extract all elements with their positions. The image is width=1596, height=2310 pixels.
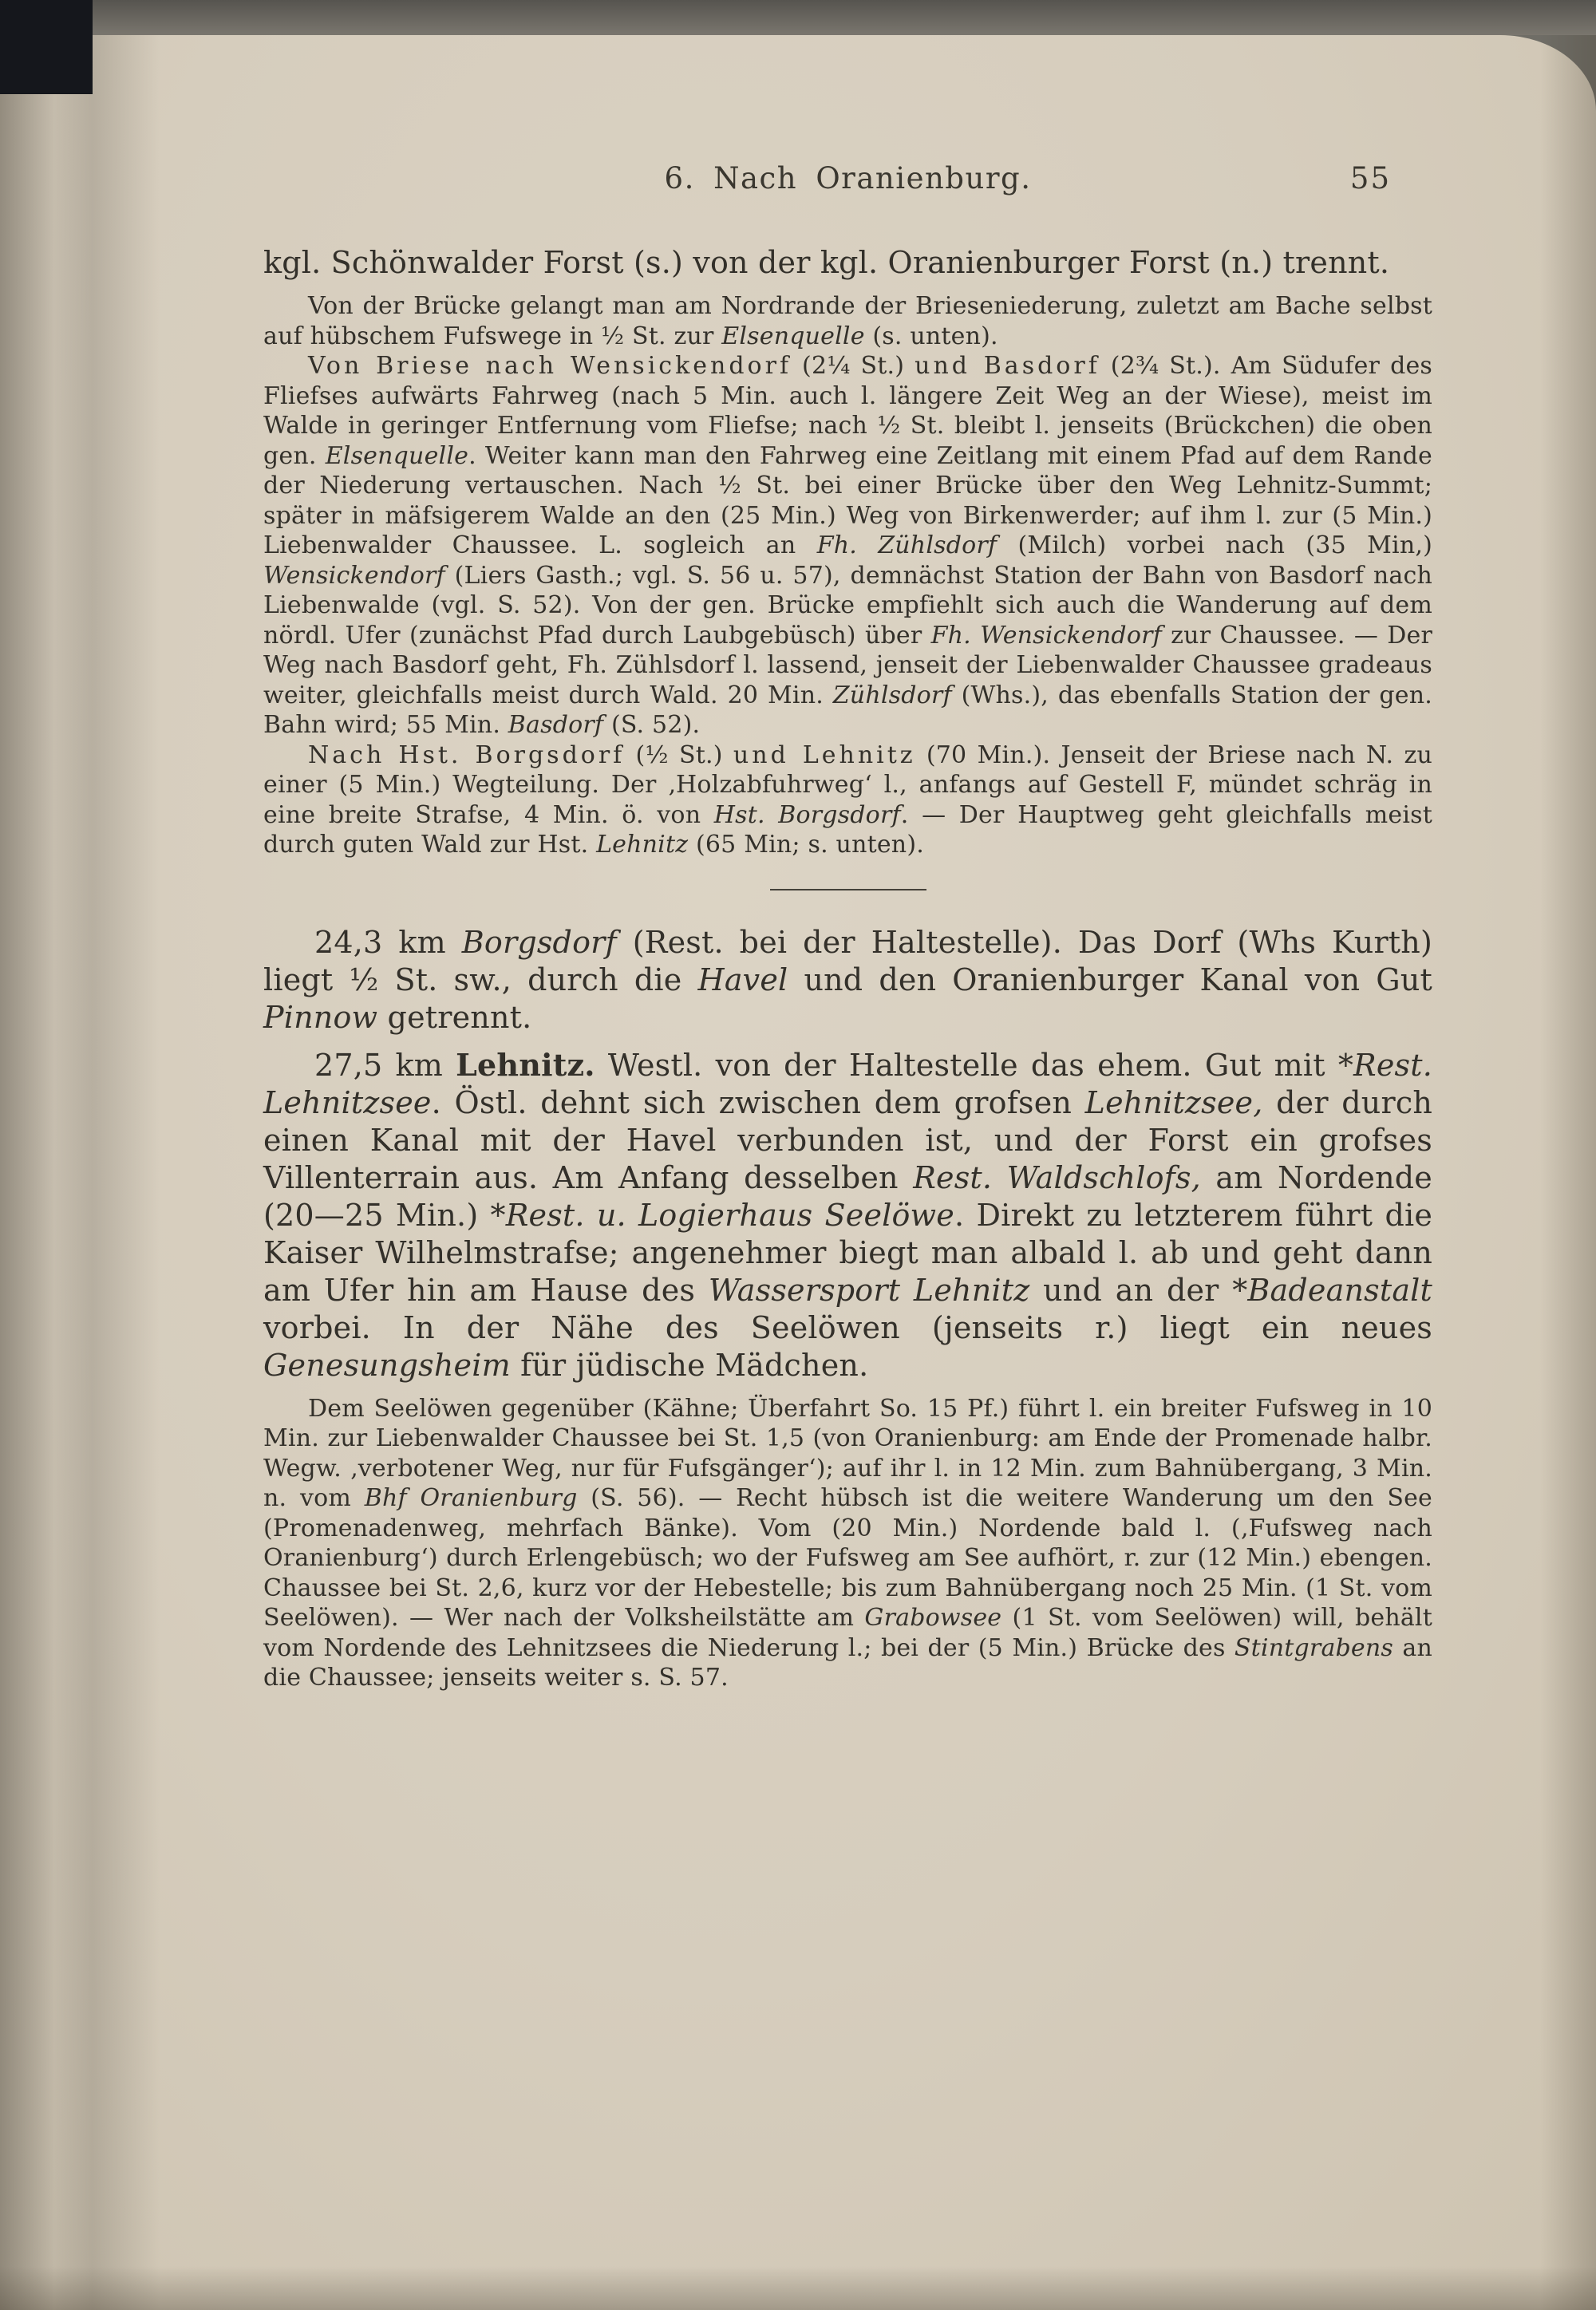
text-run: an die Chaussee; jenseits weiter s. S. 57. [263, 1633, 1432, 1692]
page-bottom-edge-shadow [0, 2266, 1596, 2310]
text-run: Grabowsee [864, 1604, 1002, 1632]
text-run: Stintgrabens [1234, 1633, 1394, 1662]
text-run: Rest. Lehnitzsee [263, 1047, 1432, 1120]
text-run: Zühlsdorf [832, 681, 952, 709]
text-run: . Direkt zu letzterem führt die Kaiser Wilhelmstrafse; angenehmer biegt man albald l. ab und geht dann am Ufer hin am Hause des [263, 1197, 1433, 1308]
text-run: Lehnitzsee, [1084, 1084, 1263, 1120]
text-run: Bhf Oranienburg [364, 1484, 578, 1512]
paragraph [263, 924, 1432, 1037]
paragraph [263, 740, 1432, 860]
text-run: Havel [697, 962, 788, 997]
text-run: zur Chaussee. — Der Weg nach Basdorf geht, Fh. Zühlsdorf l. lassend, jenseit der Liebenwalder Chaussee gradeaus weiter, gleichfalls meist durch Wald. 20 Min. [263, 621, 1432, 709]
text-run: am Nordende (20—25 Min.) * [263, 1159, 1432, 1233]
paragraph [263, 351, 1432, 740]
paragraph [263, 291, 1432, 351]
text-run: (70 Min.). Jenseit der Briese nach N. zu einer (5 Min.) Wegteilung. Der ‚Holzabfuhrweg‘ l., anfangs auf Gestell F, mündet schräg in eine breite Strafse, 4 Min. ö. von [263, 740, 1432, 829]
text-run: und Lehnitz [733, 740, 916, 769]
text-run: 27,5 km [314, 1047, 456, 1083]
text-run: Fh. Wensickendorf [930, 621, 1162, 650]
text-block [263, 244, 1432, 1693]
text-run: . Östl. dehnt sich zwischen dem grofsen [431, 1084, 1085, 1120]
text-run: (Whs.), das ebenfalls Station der gen. Bahn wird; 55 Min. [263, 681, 1432, 739]
text-run: Hst. Borgsdorf [713, 800, 901, 829]
text-run: (S. 56). — Recht hübsch ist die weitere Wanderung um den See (Promenadenweg, mehrfach Bänke). Vom (20 Min.) Nordende bald l. (‚Fufsweg nach Oranienburg‘) durch Erlengebüsch; wo der Fufsweg am See aufhört, r. zur (12 Min.) ebengen. Chaussee bei St. 2,6, kurz vor der Hebestelle; bis zum Bahnübergang noch 25 Min. (1 St. vom Seelöwen). — Wer nach der Volksheilstätte am [263, 1484, 1433, 1632]
text-run: . — Der Hauptweg geht gleichfalls meist durch guten Wald zur Hst. [263, 800, 1432, 859]
text-run: Dem Seelöwen gegenüber (Kähne; Überfahrt So. 15 Pf.) führt l. ein breiter Fufsweg in 10 Min. zur Liebenwalder Chaussee bei St. 1,5 (von Oranienburg: am Ende der Promenade halbr. Wegw. ‚verbotener Weg, nur für Fufsgänger‘); auf ihr l. in 12 Min. zum Bahnübergang, 3 Min. n. vom [263, 1394, 1432, 1512]
text-run: Von der Brücke gelangt man am Nordrande der Brieseniederung, zuletzt am Bache selbst auf hübschem Fufswege in ½ St. zur [263, 292, 1432, 350]
text-run: Westl. von der Haltestelle das ehem. Gut mit * [595, 1047, 1354, 1083]
text-run: getrennt. [377, 999, 532, 1035]
text-run: (Liers Gasth.; vgl. S. 56 u. 57), demnächst Station der Bahn von Basdorf nach Liebenwalde (vgl. S. 52). Von der gen. Brücke empfiehlt sich auch die Wanderung auf dem nördl. Ufer (zunächst Pfad durch Laubgebüsch) über [263, 561, 1432, 650]
text-run: Von Briese nach Wensickendorf [308, 352, 792, 380]
text-run: Basdorf [508, 711, 604, 739]
text-run: (65 Min; s. unten). [688, 831, 924, 859]
page-number: 55 [1349, 161, 1391, 195]
section-divider [770, 889, 926, 890]
text-run: Elsenquelle [721, 322, 865, 350]
text-run: (1 St. vom Seelöwen) will, behält vom Nordende des Lehnitzsees die Niederung l.; bei der (5 Min.) Brücke des [263, 1604, 1432, 1662]
text-run: (S. 52). [603, 711, 701, 739]
paragraph [263, 1046, 1432, 1384]
text-run: vorbei. In der Nähe des Seelöwen (jenseits r.) liegt ein neues [263, 1309, 1432, 1345]
text-run: der durch einen Kanal mit der Havel verbunden ist, und der Forst ein grofses Villenterrain aus. Am Anfang desselben [263, 1084, 1432, 1195]
text-run: (Milch) vorbei nach (35 Min,) [997, 531, 1433, 559]
text-run: (2¼ St.) [792, 352, 915, 380]
text-run: für jüdische Mädchen. [510, 1347, 869, 1383]
binding-corner [0, 0, 93, 94]
page-right-edge-shadow [1540, 35, 1596, 2310]
text-run: und Basdorf [915, 352, 1100, 380]
binding-gutter-shadow [0, 35, 160, 2310]
text-run: Rest. u. Logierhaus Seelöwe [505, 1197, 954, 1233]
text-run: Wassersport Lehnitz [708, 1272, 1030, 1308]
text-run: Nach Hst. Borgsdorf [308, 740, 626, 769]
text-run: Borgsdorf [461, 924, 617, 960]
book-page [0, 35, 1596, 2310]
text-column [263, 161, 1432, 1693]
text-run: Genesungsheim [263, 1347, 511, 1383]
text-run: (½ St.) [625, 740, 733, 769]
paragraph [263, 244, 1432, 282]
text-run: und den Oranienburger Kanal von Gut [788, 962, 1433, 997]
text-run: . Weiter kann man den Fahrweg eine Zeitlang mit einem Pfad auf dem Rande der Niederung vertauschen. Nach ½ St. bei einer Brücke über den Weg Lehnitz-Summt; später in mäfsigerem Walde an den (25 Min.) Weg von Birkenwerder; auf ihm l. zur (5 Min.) Liebenwalder Chaussee. L. sogleich an [263, 441, 1432, 559]
text-run: kgl. Schönwalder Forst (s.) von der kgl. Oranienburger Forst (n.) trennt. [263, 245, 1390, 280]
text-run: (s. unten). [864, 322, 998, 350]
text-run: Badeanstalt [1247, 1272, 1432, 1308]
text-run: Elsenquelle [325, 441, 469, 470]
text-run: 24,3 km [314, 924, 462, 960]
page-header [263, 161, 1432, 199]
text-run: (Rest. bei der Haltestelle). Das Dorf (Whs Kurth) liegt ½ St. sw., durch die [263, 924, 1432, 997]
text-run: Fh. Zühlsdorf [816, 531, 998, 559]
scanner-top-edge [0, 0, 1596, 35]
running-title: 6. Nach Oranienburg. [664, 161, 1032, 195]
text-run: (2¾ St.). Am Südufer des Fliefses aufwärts Fahrweg (nach 5 Min. auch l. längere Zeit Weg an der Wiese), meist im Walde in geringer Entfernung vom Fliefse; nach ½ St. bleibt l. jenseits (Brückchen) die oben gen. [263, 352, 1433, 470]
text-run: Lehnitz [596, 831, 689, 859]
text-run: Pinnow [263, 999, 378, 1035]
text-run: und an der * [1029, 1272, 1248, 1308]
text-run: Lehnitz. [456, 1046, 595, 1083]
text-run: Wensickendorf [263, 561, 445, 590]
paragraph [263, 1394, 1432, 1693]
text-run: Rest. Waldschlofs, [913, 1159, 1201, 1195]
